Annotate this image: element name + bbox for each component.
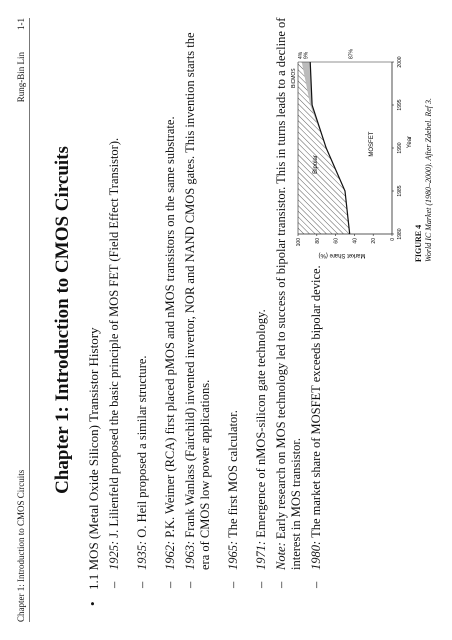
dash-icon: –: [134, 581, 149, 588]
figure-caption: [414, 12, 433, 262]
y-axis-label: Market Share (%): [318, 252, 366, 258]
y-tick-label: 20: [371, 238, 378, 244]
history-year: 1935:: [134, 540, 149, 570]
history-year: 1962:: [162, 540, 177, 570]
y-tick-label: 40: [352, 238, 359, 244]
history-text: O. Heil proposed a similar structure.: [134, 355, 149, 541]
caption-title: FIGURE 4: [414, 224, 423, 262]
header-rule: [29, 18, 30, 622]
dash-icon: –: [225, 581, 240, 588]
header-author: Rung-Bin Lin: [16, 52, 26, 103]
history-text: The market share of MOSFET exceeds bipolar device.: [308, 265, 323, 541]
y-tick-label: 0: [390, 238, 396, 241]
header-chapter: Chapter 1: Introduction to CMOS Circuits: [16, 469, 26, 622]
section-heading: 1.1 MOS (Metal Oxide Silicon) Transistor History: [86, 327, 101, 590]
header-right: [16, 18, 26, 102]
history-year: 1965:: [225, 540, 240, 570]
end-value-label: 87%: [348, 48, 355, 59]
history-item: [309, 240, 324, 606]
y-tick-label: 80: [314, 238, 321, 244]
history-year: 1925:: [106, 540, 121, 570]
bullet-icon: •: [85, 601, 100, 606]
bicmos-label: BiCMOS: [291, 68, 298, 88]
y-tick-label: 60: [333, 238, 340, 244]
history-item: [135, 16, 150, 606]
history-text: P.K. Weimer (RCA) first placed pMOS and nMOS transistors on the same substrate.: [162, 116, 177, 541]
x-axis-label: Year: [407, 135, 413, 149]
caption-text: World IC Market (1980–2000). After Zdebel. Ref 3.: [423, 98, 433, 262]
bipolar-area: [298, 62, 350, 234]
x-tick-label: 1995: [397, 99, 403, 111]
x-tick-label: 1990: [397, 142, 403, 154]
dash-icon: –: [273, 581, 288, 588]
y-tick-label: 100: [296, 238, 302, 247]
history-text: J. Lilienfeld proposed the basic principle of MOS FET (Field Effect Transistor).: [106, 137, 121, 541]
dash-icon: –: [182, 581, 197, 588]
section-item: [86, 16, 102, 606]
history-item: [107, 16, 122, 606]
end-value-label: 4%: [297, 51, 304, 59]
dash-icon: –: [162, 581, 177, 588]
dash-icon: –: [308, 581, 323, 588]
history-item: [254, 16, 269, 606]
history-year: 1971:: [253, 540, 268, 570]
history-year: Note:: [273, 542, 288, 570]
history-text: Early research on MOS technology led to success of bipolar transistor. This in turns leads to a decline of interest in MOS transistor.: [273, 17, 303, 570]
dash-icon: –: [106, 581, 121, 588]
x-tick-label: 1985: [397, 185, 403, 197]
market-share-figure: [292, 12, 442, 262]
history-text: Emergence of nMOS-silicon gate technology.: [253, 309, 268, 541]
end-value-label: 9%: [303, 51, 310, 59]
history-item: [183, 16, 213, 606]
history-year: 1980:: [308, 540, 323, 570]
market-share-chart: [292, 12, 414, 262]
mosfet-label: MOSFET: [369, 131, 376, 157]
header-page-number: 1-1: [16, 18, 26, 30]
history-item: [226, 16, 241, 606]
dash-icon: –: [253, 581, 268, 588]
history-item: [163, 16, 178, 606]
history-text: The first MOS calculator.: [225, 410, 240, 541]
page-title: Chapter 1: Introduction to CMOS Circuits: [52, 146, 73, 494]
history-year: 1963:: [182, 540, 197, 570]
x-tick-label: 1980: [397, 228, 403, 240]
x-tick-label: 2000: [397, 56, 403, 68]
bipolar-label: Bipolar: [312, 155, 319, 174]
history-text: Frank Wanlass (Fairchild) invented invertor, NOR and NAND CMOS gates. This invention starts the era of CMOS low power applications.: [182, 32, 212, 570]
